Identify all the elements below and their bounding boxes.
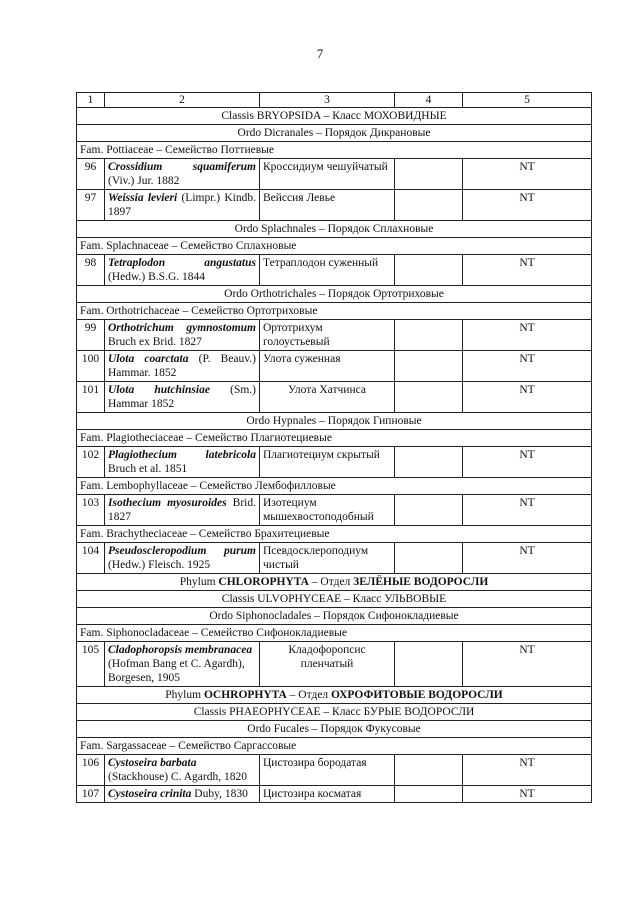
species-author: Brid. 1827 [108,497,256,523]
russian-name: Улота суженная [260,351,395,382]
family-heading: Fam. Plagiotheciaceae – Семейство Плагиотециевые [77,430,592,447]
species-row [77,642,592,687]
taxon-group-row [77,608,592,625]
species-row [77,447,592,478]
latin-name-cell [105,642,260,687]
species-number: 96 [77,159,105,190]
status-category: NT [463,642,592,687]
latin-name-cell [105,382,260,413]
species-number: 97 [77,190,105,221]
family-heading: Fam. Siphonocladaceae – Семейство Сифонокладиевые [77,625,592,642]
latin-species-name: Orthotrichum gymnostomum [108,322,256,334]
latin-species-name: Plagiothecium latebricola [108,449,256,461]
column-header: 2 [105,93,260,108]
latin-species-name: Weissia levieri [108,192,178,204]
column-header: 3 [260,93,395,108]
species-number: 106 [77,755,105,786]
phylum-latin-name: CHLOROPHYTA [218,576,309,588]
phylum-prefix: Phylum [165,689,204,701]
column-header: 5 [463,93,592,108]
family-heading: Fam. Pottiaceae – Семейство Поттиевые [77,142,592,159]
species-number: 102 [77,447,105,478]
taxon-group-heading: Classis ULVOPHYCEAE – Класс УЛЬВОВЫЕ [77,591,592,608]
russian-name: Тетраплодон суженный [260,255,395,286]
family-heading: Fam. Lembophyllaceae – Семейство Лембофилловые [77,478,592,495]
species-row [77,786,592,803]
species-row [77,543,592,574]
latin-species-name: Cladophoropsis membranacea [108,644,253,656]
empty-cell [395,447,463,478]
column-header: 1 [77,93,105,108]
status-category: NT [463,543,592,574]
species-number: 101 [77,382,105,413]
column-header: 4 [395,93,463,108]
table-body [77,108,592,803]
species-row [77,382,592,413]
phylum-row [77,687,592,704]
species-author: (P. Beauv.) Hammar. 1852 [108,353,256,379]
russian-name: Псевдосклероподиум чистый [260,543,395,574]
phylum-russian-name: ОХРОФИТОВЫЕ ВОДОРОСЛИ [331,689,503,701]
empty-cell [395,382,463,413]
phylum-heading [77,574,592,591]
phylum-prefix: Phylum [179,576,219,588]
latin-species-name: Ulota coarctata [108,353,189,365]
species-author: (Hedw.) Fleisch. 1925 [108,559,211,571]
family-heading: Fam. Brachytheciaceae – Семейство Брахитециевые [77,526,592,543]
family-row [77,142,592,159]
species-number: 104 [77,543,105,574]
empty-cell [395,159,463,190]
latin-name-cell [105,159,260,190]
species-row [77,190,592,221]
status-category: NT [463,786,592,803]
family-row [77,738,592,755]
species-number: 100 [77,351,105,382]
latin-name-cell [105,543,260,574]
taxon-group-heading: Ordo Fucales – Порядок Фукусовые [77,721,592,738]
latin-name-cell [105,755,260,786]
status-category: NT [463,255,592,286]
family-row [77,478,592,495]
empty-cell [395,755,463,786]
phylum-latin-name: OCHROPHYTA [203,689,287,701]
latin-name-cell [105,255,260,286]
species-row [77,255,592,286]
family-row [77,430,592,447]
phylum-separator: – Отдел [286,689,332,701]
latin-species-name: Cystoseira barbata [108,757,197,769]
status-category: NT [463,495,592,526]
species-author: (Limpr.) Kindb. 1897 [108,192,256,218]
page-number: 7 [316,46,324,61]
russian-name: Кладофоропсис пленчатый [260,642,395,687]
latin-name-cell [105,447,260,478]
taxon-group-heading: Classis BRYOPSIDA – Класс МОХОВИДНЫЕ [77,108,592,125]
family-row [77,625,592,642]
family-row [77,303,592,320]
species-author: (Stackhouse) C. Agardh, 1820 [108,771,247,783]
latin-species-name: Crossidium squamiferum [108,161,256,173]
latin-name-cell [105,320,260,351]
empty-cell [395,642,463,687]
russian-name: Изотециум мышехвостоподобный [260,495,395,526]
species-table [76,92,592,803]
taxon-group-heading: Ordo Orthotrichales – Порядок Ортотриховые [77,286,592,303]
species-number: 105 [77,642,105,687]
latin-species-name: Ulota hutchinsiae [108,384,210,396]
phylum-russian-name: ЗЕЛЁНЫЕ ВОДОРОСЛИ [353,576,489,588]
russian-name: Цистозира бородатая [260,755,395,786]
species-number: 98 [77,255,105,286]
phylum-row [77,574,592,591]
empty-cell [395,543,463,574]
russian-name: Цистозира косматая [260,786,395,803]
family-heading: Fam. Sargassaceae – Семейство Саргассовые [77,738,592,755]
family-heading: Fam. Splachnaceae – Семейство Сплахновые [77,238,592,255]
taxon-group-heading: Ordo Splachnales – Порядок Сплахновые [77,221,592,238]
latin-name-cell [105,495,260,526]
family-heading: Fam. Orthotrichaceae – Семейство Ортотриховые [77,303,592,320]
species-author: Duby, 1830 [194,788,248,800]
taxon-group-row [77,286,592,303]
latin-name-cell [105,190,260,221]
taxon-group-row [77,413,592,430]
family-row [77,238,592,255]
species-row [77,351,592,382]
species-row [77,159,592,190]
species-number: 99 [77,320,105,351]
species-author: (Hedw.) B.S.G. 1844 [108,271,205,283]
column-header-row [77,93,592,108]
taxon-group-row [77,704,592,721]
status-category: NT [463,320,592,351]
phylum-separator: – Отдел [308,576,354,588]
taxon-group-heading: Classis PHAEOPHYCEAE – Класс БУРЫЕ ВОДОРОСЛИ [77,704,592,721]
taxon-group-row [77,721,592,738]
latin-species-name: Cystoseira crinita [108,788,192,800]
status-category: NT [463,159,592,190]
species-author: Bruch et al. 1851 [108,463,188,475]
species-row [77,755,592,786]
empty-cell [395,190,463,221]
phylum-heading [77,687,592,704]
species-number: 107 [77,786,105,803]
taxon-group-heading: Ordo Hypnales – Порядок Гипновые [77,413,592,430]
status-category: NT [463,382,592,413]
taxon-group-row [77,591,592,608]
latin-name-cell [105,786,260,803]
taxon-group-heading: Ordo Siphonocladales – Порядок Сифонокладиевые [77,608,592,625]
species-author: (Viv.) Jur. 1882 [108,175,180,187]
species-author: Bruch ex Brid. 1827 [108,336,202,348]
species-author: (Hofman Bang et C. Agardh), Borgesen, 1905 [108,658,245,684]
empty-cell [395,320,463,351]
russian-name: Кроссидиум чешуйчатый [260,159,395,190]
empty-cell [395,786,463,803]
russian-name: Плагиотециум скрытый [260,447,395,478]
latin-species-name: Isothecium myosuroides [108,497,227,509]
status-category: NT [463,447,592,478]
russian-name: Ортотрихум голоустьевый [260,320,395,351]
family-row [77,526,592,543]
taxon-group-row [77,108,592,125]
species-row [77,320,592,351]
latin-species-name: Pseudoscleropodium purum [108,545,256,557]
empty-cell [395,495,463,526]
taxon-group-row [77,125,592,142]
species-number: 103 [77,495,105,526]
status-category: NT [463,190,592,221]
russian-name: Вейссия Левье [260,190,395,221]
taxon-group-heading: Ordo Dicranales – Порядок Дикрановые [77,125,592,142]
latin-name-cell [105,351,260,382]
status-category: NT [463,351,592,382]
latin-species-name: Tetraplodon angustatus [108,257,256,269]
empty-cell [395,351,463,382]
species-author: (Sm.) Hammar 1852 [108,384,256,410]
species-row [77,495,592,526]
russian-name: Улота Хатчинса [260,382,395,413]
status-category: NT [463,755,592,786]
taxon-group-row [77,221,592,238]
empty-cell [395,255,463,286]
